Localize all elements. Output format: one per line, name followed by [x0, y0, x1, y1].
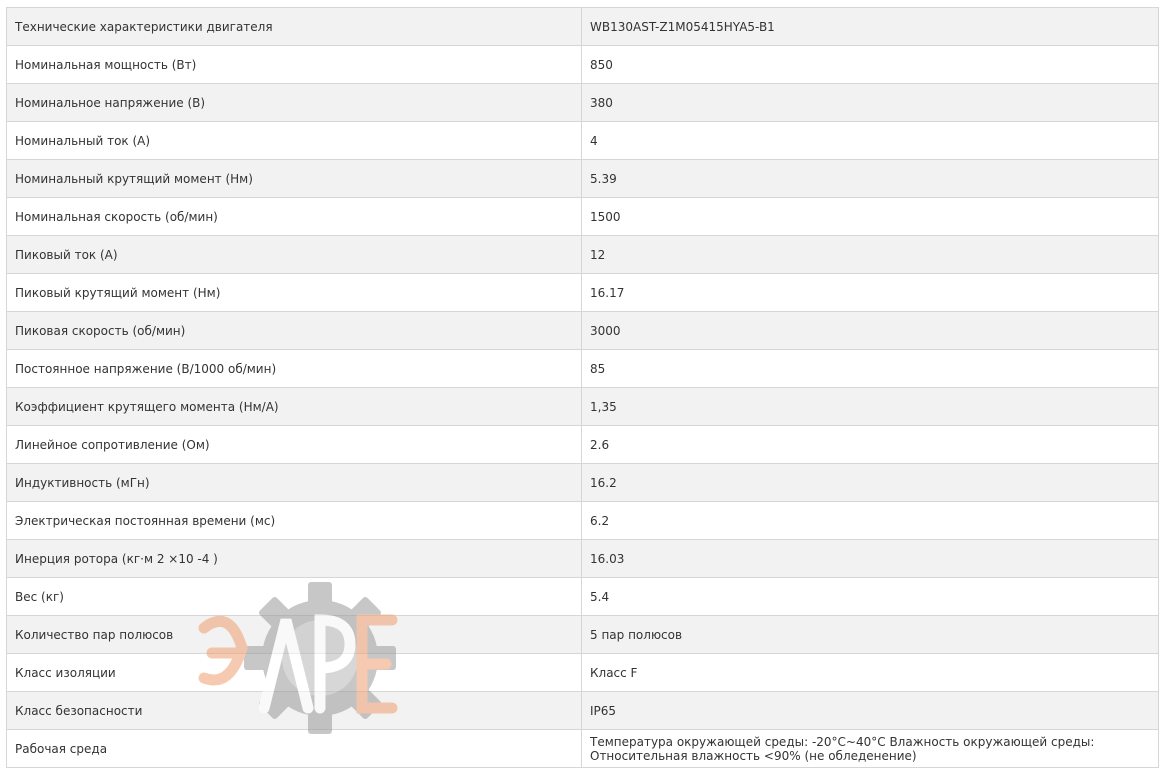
param-value: WB130AST-Z1M05415HYA5-B1	[582, 8, 1159, 46]
table-row	[7, 388, 1159, 426]
param-name: Пиковый ток (А)	[7, 236, 582, 274]
param-name: Инерция ротора (кг·м 2 ×10 -4 )	[7, 540, 582, 578]
param-value: 380	[582, 84, 1159, 122]
table-row	[7, 198, 1159, 236]
param-value: 12	[582, 236, 1159, 274]
specs-table	[6, 7, 1159, 768]
param-name: Вес (кг)	[7, 578, 582, 616]
table-row	[7, 312, 1159, 350]
param-value: 5.4	[582, 578, 1159, 616]
param-name: Индуктивность (мГн)	[7, 464, 582, 502]
param-name: Класс безопасности	[7, 692, 582, 730]
param-value: 16.03	[582, 540, 1159, 578]
table-row	[7, 8, 1159, 46]
param-name: Класс изоляции	[7, 654, 582, 692]
param-name: Номинальный крутящий момент (Нм)	[7, 160, 582, 198]
param-value: 16.17	[582, 274, 1159, 312]
param-value: 1,35	[582, 388, 1159, 426]
table-row	[7, 426, 1159, 464]
table-row	[7, 84, 1159, 122]
param-value: 5 пар полюсов	[582, 616, 1159, 654]
table-row	[7, 160, 1159, 198]
table-row	[7, 350, 1159, 388]
table-row	[7, 692, 1159, 730]
table-row	[7, 464, 1159, 502]
param-name: Электрическая постоянная времени (мс)	[7, 502, 582, 540]
table-row	[7, 654, 1159, 692]
table-row	[7, 540, 1159, 578]
param-value: 4	[582, 122, 1159, 160]
param-name: Номинальный ток (А)	[7, 122, 582, 160]
table-row	[7, 46, 1159, 84]
param-value: 16.2	[582, 464, 1159, 502]
param-name: Рабочая среда	[7, 730, 582, 768]
param-value: 85	[582, 350, 1159, 388]
param-name: Коэффициент крутящего момента (Нм/А)	[7, 388, 582, 426]
param-value: 1500	[582, 198, 1159, 236]
param-name: Пиковая скорость (об/мин)	[7, 312, 582, 350]
param-value: 3000	[582, 312, 1159, 350]
table-row	[7, 616, 1159, 654]
param-value: Температура окружающей среды: -20°C~40°C Влажность окружающей среды: Относительная влажность <90% (не обледенение)	[582, 730, 1159, 768]
param-name: Линейное сопротивление (Ом)	[7, 426, 582, 464]
param-name: Номинальное напряжение (В)	[7, 84, 582, 122]
table-row	[7, 122, 1159, 160]
table-row	[7, 236, 1159, 274]
param-name: Постоянное напряжение (В/1000 об/мин)	[7, 350, 582, 388]
param-value: 850	[582, 46, 1159, 84]
param-value: 2.6	[582, 426, 1159, 464]
param-value: 6.2	[582, 502, 1159, 540]
param-value: Класс F	[582, 654, 1159, 692]
param-value: IP65	[582, 692, 1159, 730]
table-row	[7, 502, 1159, 540]
param-value: 5.39	[582, 160, 1159, 198]
table-row	[7, 730, 1159, 768]
table-row	[7, 274, 1159, 312]
param-name: Технические характеристики двигателя	[7, 8, 582, 46]
param-name: Номинальная мощность (Вт)	[7, 46, 582, 84]
param-name: Количество пар полюсов	[7, 616, 582, 654]
table-row	[7, 578, 1159, 616]
param-name: Пиковый крутящий момент (Нм)	[7, 274, 582, 312]
param-name: Номинальная скорость (об/мин)	[7, 198, 582, 236]
